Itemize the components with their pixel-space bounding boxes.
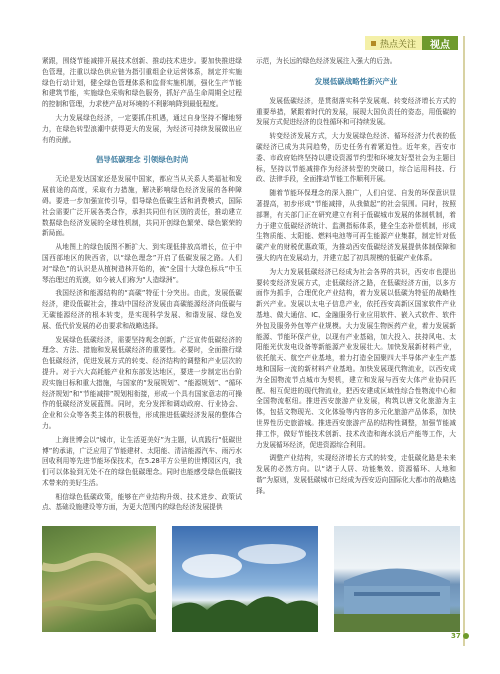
paragraph: 转变经济发展方式，大力发展绿色经济、循环经济力代表的低碳经济已成为共同趋势，历史任务有着紧迫性。近年来，西安市委、市政府始终坚持以建设资源节约型和环境友好型社会为主题目标，坚持以节能减排作为经济转型的突破口，综合运用科技、行政、法律手段，全面推动节能工作顺利开展。 (256, 132, 456, 184)
building-icon (334, 526, 460, 632)
edge-strip (463, 36, 465, 646)
river-icon (42, 526, 156, 632)
paragraph: 随着节能环保理念的深入推广，人们自觉、自发的环保意识显著提高，初步形成“节能减排，从我做起”的社会氛围。同时，按照部署，有关部门正在研究建立有利于低碳城市发展的体制机制，着力于建立低碳经济统计、监测指标体系，健全生态补偿机制，形成生物质能、太阳能、燃料电池等可再生能源产业集群，制定针对低碳产业的财税优惠政策，为推动西安低碳经济发展提供体制保障和强大的内在发展动力，并建立起了初具规模的低碳产业体系。 (256, 189, 456, 262)
paragraph: 上海世博会以“城市，让生活更美好”为主题，认真践行“低碳世博”的承诺，广泛应用了节能建材、太阳能、清洁能源汽车、雨污水回收利用等先进节能环保技术，在5.28平方公里的世博园区内，我们可以体验到无处不在的绿色低碳理念。同时也能感受绿色低碳技术带来的美好生活。 (42, 435, 242, 487)
paragraph: 相信绿色低碳政策，能够在产业结构升级、技术进步、政策试点、基础设施建设等方面，为更大范围内的绿色经济发展提供 (42, 492, 242, 512)
photo-strip (42, 526, 460, 632)
header-section-label: 热点关注 (379, 39, 416, 50)
section-title: 倡导低碳理念 引领绿色时尚 (95, 155, 189, 165)
paragraph: 我国经济和能源结构的“高碳”特征十分突出。由此，发展低碳经济，建设低碳社会，推动中国经济发展由高碳能源经济向低碳与无碳能源经济的根本转变，是实现科学发展、和谐发展、绿色发展、低代价发展的必由要求和战略选择。 (42, 289, 242, 330)
section-header (365, 36, 458, 50)
paragraph: 紧跟，围绕节能减排开展技术创新、推动技术进步。要加快推进绿色管理，注重以绿色供应链为指引重组企业运营体系，制定并实施绿色行动计划，健全绿色管理体系和监督实施机制，强化生产节能和建筑节能，实施绿色采购和绿色服务，抓好产品生命周期全过程的控制和管理，力求使产品对环境的不利影响降到最低程度。 (42, 57, 242, 109)
paragraph: 大力发展绿色经济，一定要抓住机遇，通过自身坚持不懈地努力，在绿色转型浪潮中获得更大的发展，为经济可持续发展做出应有的贡献。 (42, 113, 242, 144)
bullet-icon (371, 41, 376, 46)
sky-trees-photo (172, 526, 318, 632)
tree-icon (172, 526, 318, 632)
paragraph: 为大力发展低碳经济已经成为社会各界的共识，西安市也提出要转变经济发展方式，走低碳经济之路，在低碳经济方面，以多方面作为抓手，合理优化产业结构，着力发展以低碳为特征的战略性新兴产业。发展以太电子信息产业，依托西安高新区国家软件产业基地、做大通信、IC、金融服务行业应用软件、嵌入式软件、软件外包及服务外包等产业规模。大力发展生物医药产业，着力发展新能源、节能环保产业，以现有产业基础，加大投入、扶持风电、太阳能光伏发电设备等新能源产业发展壮大。加快发展新材料产业，依托航天、航空产业基地，着力打造全国聚四大半导体产业生产基地和国际一流的新材料产业基地。加快发展现代物流业，以西安成为全国物流节点城市为契机，建立和发展与西安大体产业协同匹配、相互促进的现代物流业，把西安建成区域性综合性物流中心和全国物流枢纽。推进西安旅游产业发展，构筑以唐文化旅游为主体，包括文物现光、文化体验等内容的多元化旅游产品体系，加快世界性历史旅游城。推进西安旅游产品的结构性调整，加强节能减排工作，做好节能技术创新、技术改造和海水淡后产能等工作，大力发展循环经济，促进资源综合利用。 (256, 267, 456, 449)
page-dot-icon (463, 633, 469, 639)
paragraph: 发展绿色低碳经济，需要坚持观念创新，广泛宣传低碳经济的理念、方法、措施和发展低碳经济的重要性。必要时，全面推行绿色低碳经济，促进发展方式的转变、经济结构的调整和产业层次的提升。对于六大高耗能产业和东部发达地区，要进一步制定出台阶段实施目标和重大措施，与国家的“发展规划”、“能源规划”、“循环经济规划”和“节能减排”规划相衔接，形成一个具有国家意志的可操作的低碳经济发展蓝图。同时，充分发挥和调动政府、行业协会、企业和公众等各类主体的积极性，形成推进低碳经济发展的整体合力。 (42, 335, 242, 430)
page-number: 37 (451, 632, 469, 640)
paragraph: 无论是发达国家还是发展中国家，都应当从关系人类福祉和发展前途的高度，采取有力措施，解决影响绿色经济发展的各种障碍。要进一步加强宣传引导，倡导绿色低碳生活和消费模式，国际社会需要广泛开展各类合作，承担共同但有区别的责任，推动建立数据绿色经济发展的全球性机制，共同开创绿色繁荣、绿色繁荣的新局面。 (42, 175, 242, 238)
paragraph: 发展低碳经济，是贯彻落实科学发展观、转变经济增长方式的重要举措，紧跟着时代的发展，展现大国负责任的姿态，用低碳的发展方式促进经济的良性循环和可持续发展。 (256, 96, 456, 127)
header-tag: 视点 (422, 36, 458, 50)
section-title: 发展低碳战略性新兴产业 (314, 76, 398, 86)
paragraph: 示范，为长远的绿色经济发展注入强大的后劲。 (256, 57, 397, 65)
industrial-building-photo (334, 526, 460, 632)
paragraph: 从地图上的绿色版图不断扩大、到实现低排放高增长，位于中国西部地区的陕西省，以“绿色理念”开启了低碳发展之路。人们对“绿色”的认识是从植树造林开始的，被“全国十大绿色标兵”中玉琴治理过的荒漠，如今被人们称为“人造绿洲”。 (42, 243, 242, 284)
left-column (42, 56, 242, 516)
paragraph: 调整产业结构，实现经济增长方式的转变，走低碳化路是未来发展的必然方向。以“诸于人居、功能集效、资源循环、人地和谐”为原则，发展低碳城市已经成为西安迈向国际化大都市的战略选择。 (256, 454, 456, 495)
right-column (256, 56, 456, 499)
aerial-river-photo (42, 526, 156, 632)
